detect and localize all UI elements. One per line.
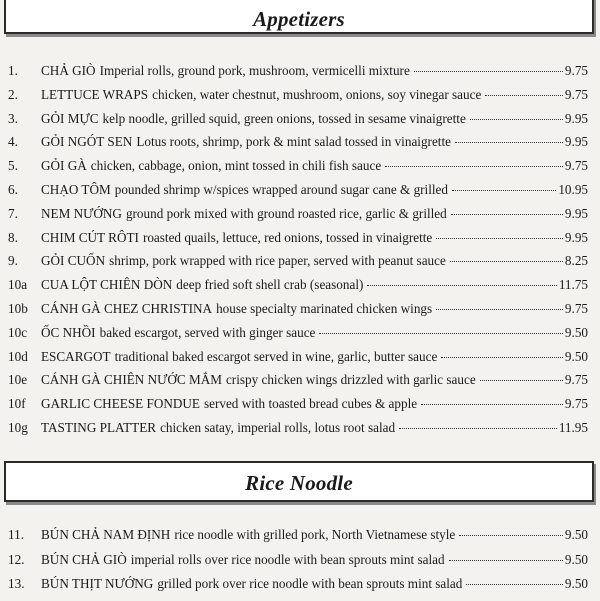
menu-item-name: ESCARGOT xyxy=(41,348,111,364)
dot-leader xyxy=(436,309,563,310)
dot-leader xyxy=(470,119,563,120)
menu-item-description: chicken satay, imperial rolls, lotus root salad xyxy=(160,419,396,435)
menu-item-price: 9.75 xyxy=(564,63,588,78)
menu-item xyxy=(8,325,588,349)
dot-leader xyxy=(436,238,563,239)
dot-leader xyxy=(466,584,563,585)
menu-item-number: 10c xyxy=(8,324,28,340)
menu-item-description: roasted quails, lettuce, red onions, tossed in vinaigrette xyxy=(142,229,433,245)
menu-item-description: crispy chicken wings drizzled with garlic sauce xyxy=(225,372,476,388)
dot-leader xyxy=(459,535,563,536)
menu-item-price: 9.50 xyxy=(564,576,588,591)
menu-item xyxy=(8,158,588,182)
menu-item-price: 9.50 xyxy=(564,324,588,340)
menu-item-name: TASTING PLATTER xyxy=(41,419,157,435)
menu-item-number: 5. xyxy=(8,158,18,174)
menu-item-name: BÚN CHẢ NAM ĐỊNH xyxy=(41,527,171,542)
menu-item xyxy=(8,134,588,158)
menu-item-number: 8. xyxy=(8,229,18,245)
menu-item xyxy=(8,576,588,601)
menu-item xyxy=(8,372,588,396)
menu-item-price: 11.95 xyxy=(558,419,588,435)
dot-leader xyxy=(455,142,563,143)
appetizers-list xyxy=(8,63,588,444)
menu-item-price: 9.50 xyxy=(564,551,588,567)
dot-leader xyxy=(367,285,556,286)
menu-item xyxy=(8,527,588,552)
menu-item-price: 9.75 xyxy=(564,158,588,174)
menu-item-name: LETTUCE WRAPS xyxy=(41,86,149,102)
rice-noodle-list xyxy=(8,527,588,601)
menu-item-number: 13. xyxy=(8,576,25,591)
menu-item xyxy=(8,253,588,277)
menu-item xyxy=(8,230,588,254)
menu-item-name: GỎI MỰC xyxy=(41,110,99,126)
menu-item-description: kelp noodle, grilled squid, green onions, tossed in sesame vinaigrette xyxy=(102,110,466,126)
menu-item-description: ground pork mixed with ground roasted rice, garlic & grilled xyxy=(125,205,447,221)
section-title: Appetizers xyxy=(253,7,345,31)
menu-item-description: pounded shrimp w/spices wrapped around sugar cane & grilled xyxy=(114,181,448,197)
menu-item-description: deep fried soft shell crab (seasonal) xyxy=(176,277,364,293)
section-header-appetizers xyxy=(4,0,594,34)
menu-item-price: 9.50 xyxy=(564,348,588,364)
menu-item-description: traditional baked escargot served in wine, garlic, butter sauce xyxy=(114,348,438,364)
menu-item-price: 8.25 xyxy=(564,253,588,269)
menu-item-price: 11.75 xyxy=(558,277,588,293)
menu-item-description: Imperial rolls, ground pork, mushroom, vermicelli mixture xyxy=(99,63,410,78)
menu-item-price: 9.95 xyxy=(564,229,588,245)
menu-item xyxy=(8,63,588,87)
menu-item-description: grilled pork over rice noodle with bean sprouts mint salad xyxy=(157,576,463,591)
menu-item-number: 10b xyxy=(8,300,28,316)
menu-item-price: 9.95 xyxy=(564,134,588,150)
menu-item-name: GARLIC CHEESE FONDUE xyxy=(41,396,200,412)
menu-item xyxy=(8,301,588,325)
menu-item xyxy=(8,111,588,135)
dot-leader xyxy=(449,560,563,561)
menu-item-name: GỎI NGÓT SEN xyxy=(41,134,133,150)
menu-item xyxy=(8,182,588,206)
menu-item-number: 10d xyxy=(8,348,28,364)
dot-leader xyxy=(385,166,563,167)
menu-item-number: 3. xyxy=(8,110,18,126)
menu-item-number: 7. xyxy=(8,205,18,221)
section-header-rice-noodle xyxy=(4,461,594,502)
menu-item-number: 10f xyxy=(8,396,26,412)
menu-item-description: rice noodle with grilled pork, North Vietnamese style xyxy=(174,527,456,542)
menu-item-price: 9.50 xyxy=(564,527,588,542)
menu-item-name: CÁNH GÀ CHEZ CHRISTINA xyxy=(41,300,213,316)
menu-item-description: chicken, cabbage, onion, mint tossed in chili fish sauce xyxy=(90,158,382,174)
menu-item-price: 9.95 xyxy=(564,205,588,221)
menu-item-price: 9.75 xyxy=(564,86,588,102)
menu-item-name: CÁNH GÀ CHIÊN NƯỚC MẮM xyxy=(41,372,222,388)
menu-item-name: CHẢ GIÒ xyxy=(41,63,96,78)
menu-item-name: BÚN THỊT NƯỚNG xyxy=(41,576,154,591)
menu-item xyxy=(8,420,588,444)
dot-leader xyxy=(450,261,563,262)
menu-item xyxy=(8,349,588,373)
dot-leader xyxy=(480,380,563,381)
dot-leader xyxy=(451,214,563,215)
dot-leader xyxy=(414,71,563,72)
menu-item-number: 10a xyxy=(8,277,28,293)
menu-item-price: 9.75 xyxy=(564,300,588,316)
menu-item-number: 12. xyxy=(8,551,25,567)
menu-item-description: baked escargot, served with ginger sauce xyxy=(99,324,316,340)
menu-item-description: house specialty marinated chicken wings xyxy=(216,300,433,316)
menu-item-number: 2. xyxy=(8,86,18,102)
menu-item-description: shrimp, pork wrapped with rice paper, served with peanut sauce xyxy=(109,253,446,269)
menu-item-name: BÚN CHẢ GIÒ xyxy=(41,551,127,567)
menu-item-number: 1. xyxy=(8,63,18,78)
dot-leader xyxy=(399,428,557,429)
menu-item-number: 10g xyxy=(8,419,28,435)
dot-leader xyxy=(421,404,563,405)
menu-item-description: served with toasted bread cubes & apple xyxy=(203,396,418,412)
dot-leader xyxy=(452,190,556,191)
menu-item-name: ỐC NHỒI xyxy=(41,324,96,340)
menu-item-description: imperial rolls over rice noodle with bean sprouts mint salad xyxy=(130,551,445,567)
section-title: Rice Noodle xyxy=(245,471,353,495)
menu-item-name: CHẠO TÔM xyxy=(41,181,111,197)
menu-item-description: Lotus roots, shrimp, pork & mint salad tossed in vinaigrette xyxy=(136,134,451,150)
menu-item-name: GỎI CUỐN xyxy=(41,253,106,269)
menu-item-number: 10e xyxy=(8,372,28,388)
menu-item-number: 4. xyxy=(8,134,18,150)
menu-item-name: CUA LỘT CHIÊN DÒN xyxy=(41,277,173,293)
menu-item-name: NEM NƯỚNG xyxy=(41,205,122,221)
menu-item xyxy=(8,277,588,301)
menu-item-price: 9.75 xyxy=(564,396,588,412)
dot-leader xyxy=(441,357,563,358)
menu-item-price: 9.75 xyxy=(564,372,588,388)
menu-item xyxy=(8,206,588,230)
menu-item-description: chicken, water chestnut, mushroom, onions, soy vinegar sauce xyxy=(152,86,482,102)
menu-item xyxy=(8,87,588,111)
menu-item-name: CHIM CÚT RÔTI xyxy=(41,229,139,245)
dot-leader xyxy=(319,333,563,334)
menu-item-number: 9. xyxy=(8,253,18,269)
menu-item-price: 10.95 xyxy=(558,181,588,197)
menu-item xyxy=(8,396,588,420)
menu-item-number: 11. xyxy=(8,527,24,542)
menu-item xyxy=(8,552,588,577)
menu-item-price: 9.95 xyxy=(564,110,588,126)
menu-item-number: 6. xyxy=(8,181,18,197)
dot-leader xyxy=(485,95,563,96)
menu-item-name: GỎI GÀ xyxy=(41,158,87,174)
